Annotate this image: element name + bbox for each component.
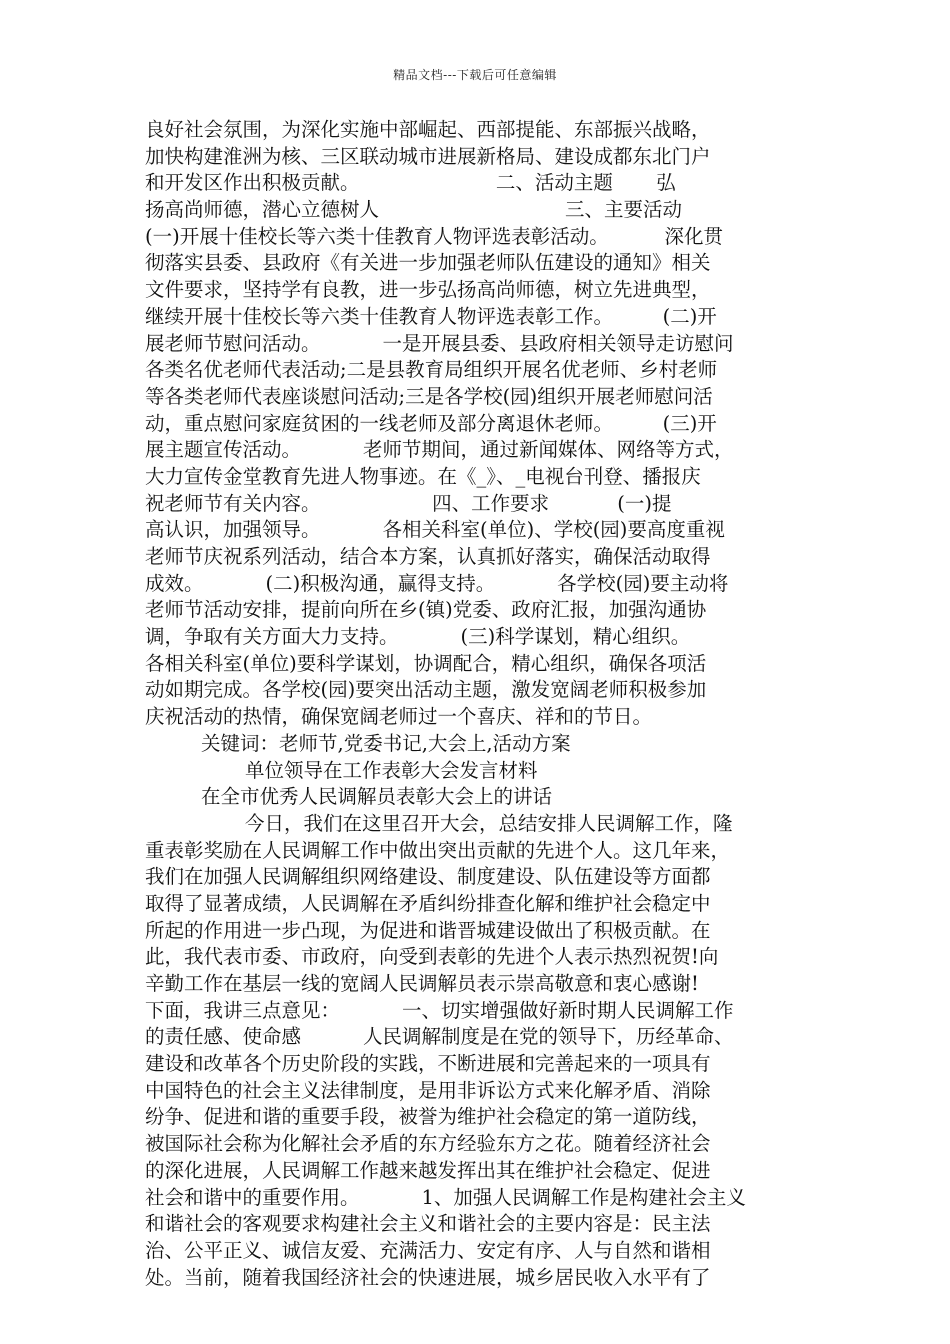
text-line: 治、公平正义、诚信友爱、充满活力、安定有序、人与自然和谐相 [145, 1238, 711, 1262]
text-line: 重表彰奖励在人民调解工作中做出突出贡献的先进个人。这几年来， [145, 838, 731, 862]
text-line: 和开发区作出积极贡献。 二、活动主题 弘 [145, 171, 676, 195]
text-line: 所起的作用进一步凸现，为促进和谐晋城建设做出了积极贡献。在 [145, 918, 711, 942]
text-line: 的责任感、使命感 人民调解制度是在党的领导下，历经革命、 [145, 1025, 734, 1049]
section-title: 单位领导在工作表彰大会发言材料 [245, 758, 538, 782]
text-line: 社会和谐中的重要作用。 1、加强人民调解工作是构建社会主义 [145, 1185, 746, 1209]
text-line: 扬高尚师德，潜心立德树人 三、主要活动 [145, 198, 682, 222]
text-line: 我们在加强人民调解组织网络建设、制度建设、队伍建设等方面都 [145, 865, 711, 889]
text-line: 老师节活动安排，提前向所在乡(镇)党委、政府汇报，加强沟通协 [145, 598, 707, 622]
text-line: 等各类老师代表座谈慰问活动;三是各学校(园)组织开展老师慰问活 [145, 384, 713, 408]
text-line: 动如期完成。各学校(园)要突出活动主题，激发宽阔老师积极参加 [145, 678, 707, 702]
text-line: 庆祝活动的热情，确保宽阔老师过一个喜庆、祥和的节日。 [145, 705, 653, 729]
text-line: 大力宣传金堂教育先进人物事迹。在《_》、_电视台刊登、播报庆 [145, 464, 701, 488]
text-line: 此，我代表市委、市政府，向受到表彰的先进个人表示热烈祝贺!向 [145, 945, 719, 969]
text-line: 处。当前，随着我国经济社会的快速进展，城乡居民收入水平有了 [145, 1265, 711, 1289]
text-line: 文件要求，坚持学有良教，进一步弘扬高尚师德，树立先进典型， [145, 278, 711, 302]
text-line: 继续开展十佳校长等六类十佳教育人物评选表彰工作。 (二)开 [145, 304, 717, 328]
text-line: 老师节庆祝系列活动，结合本方案，认真抓好落实，确保活动取得 [145, 545, 711, 568]
page-header: 精品文档---下载后可任意编辑 [393, 68, 557, 82]
text-line: 良好社会氛围，为深化实施中部崛起、西部提能、东部振兴战略， [145, 118, 711, 141]
text-line: 的深化进展，人民调解工作越来越发挥出其在维护社会稳定、促进 [145, 1158, 711, 1182]
text-line: 高认识，加强领导。 各相关科室(单位)、学校(园)要高度重视 [145, 518, 725, 542]
text-line: 展老师节慰问活动。 一是开展县委、县政府相关领导走访慰问 [145, 331, 734, 355]
text-line: 下面，我讲三点意见： 一、切实增强做好新时期人民调解工作 [145, 998, 734, 1022]
text-line: 调，争取有关方面大力支持。 (三)科学谋划，精心组织。 [145, 625, 691, 649]
text-line: 辛勤工作在基层一线的宽阔人民调解员表示崇高敬意和衷心感谢! [145, 972, 699, 995]
text-line: 取得了显著成绩，人民调解在矛盾纠纷排查化解和维护社会稳定中 [145, 891, 711, 915]
text-line: 被国际社会称为化解社会矛盾的东方经验东方之花。随着经济社会 [145, 1132, 711, 1156]
text-line: 和谐社会的客观要求构建社会主义和谐社会的主要内容是：民主法 [145, 1212, 711, 1236]
text-line: 祝老师节有关内容。 四、工作要求 (一)提 [145, 491, 672, 515]
keywords-line: 关键词：老师节,党委书记,大会上,活动方案 [201, 731, 571, 755]
text-line: 成效。 (二)积极沟通，赢得支持。 各学校(园)要主动将 [145, 571, 729, 595]
speech-title: 在全市优秀人民调解员表彰大会上的讲话 [201, 785, 553, 809]
text-line: 加快构建淮洲为核、三区联动城市进展新格局、建设成都东北门户 [145, 144, 711, 168]
text-line: 动，重点慰问家庭贫困的一线老师及部分离退休老师。 (三)开 [145, 411, 717, 435]
text-line: 中国特色的社会主义法律制度，是用非诉讼方式来化解矛盾、消除 [145, 1078, 711, 1102]
text-line: 展主题宣传活动。 老师节期间，通过新闻媒体、网络等方式， [145, 438, 734, 462]
document-body [145, 117, 817, 1291]
speech-first-line: 今日，我们在这里召开大会，总结安排人民调解工作，隆 [245, 811, 733, 835]
text-line: 各类名优老师代表活动;二是县教育局组织开展名优老师、乡村老师 [145, 358, 718, 382]
text-line: 纷争、促进和谐的重要手段，被誉为维护社会稳定的第一道防线， [145, 1105, 711, 1129]
text-line: (一)开展十佳校长等六类十佳教育人物评选表彰活动。 深化贯 [145, 224, 724, 248]
text-line: 各相关科室(单位)要科学谋划，协调配合，精心组织，确保各项活 [145, 651, 707, 675]
text-line: 建设和改革各个历史阶段的实践，不断进展和完善起来的一项具有 [145, 1052, 711, 1076]
text-line: 彻落实县委、县政府《有关进一步加强老师队伍建设的通知》相关 [145, 251, 711, 275]
